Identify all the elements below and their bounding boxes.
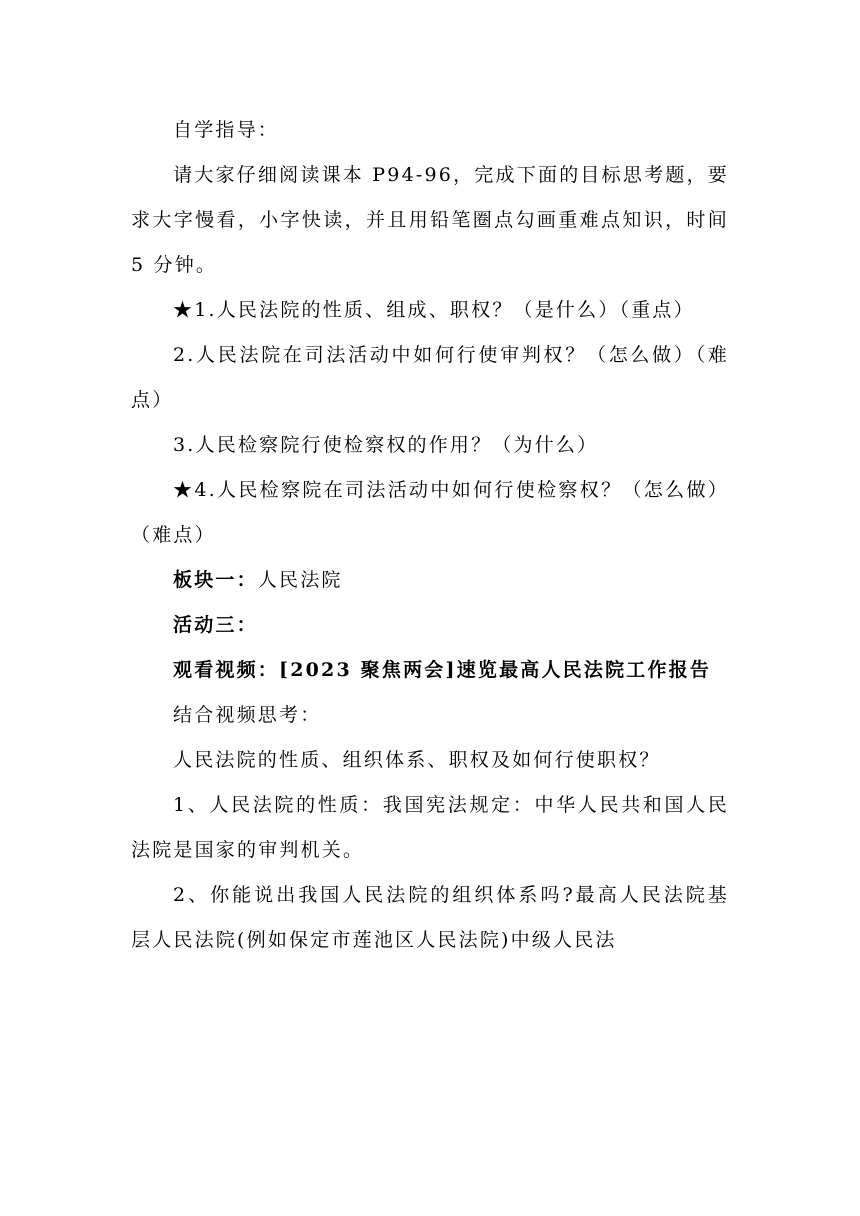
section-heading-text: 人民法院 bbox=[257, 569, 343, 591]
question-2: 2.人民法院在司法活动中如何行使审判权？（怎么做）（难点） bbox=[131, 344, 729, 411]
video-prompt: 结合视频思考： bbox=[173, 704, 322, 726]
question-3: 3.人民检察院行使检察权的作用？（为什么） bbox=[173, 434, 599, 456]
video-heading: 观看视频：[2023 聚焦两会]速览最高人民法院工作报告 bbox=[173, 659, 712, 681]
section-heading bbox=[131, 558, 729, 603]
activity-heading: 活动三： bbox=[173, 614, 258, 636]
section-heading-label: 板块一： bbox=[173, 569, 258, 591]
reading-instruction: 请大家仔细阅读课本 P94-96，完成下面的目标思考题，要求大字慢看，小字快读，并且用铅笔圈点勾画重难点知识，时间 5 分钟。 bbox=[131, 164, 729, 276]
court-system-question: 2、你能说出我国人民法院的组织体系吗?最高人民法院基层人民法院(例如保定市莲池区人民法院)中级人民法 bbox=[131, 884, 729, 951]
discussion-question: 人民法院的性质、组织体系、职权及如何行使职权？ bbox=[173, 749, 661, 771]
question-1: ★1.人民法院的性质、组成、职权？（是什么）（重点） bbox=[173, 299, 695, 321]
question-4: ★4.人民检察院在司法活动中如何行使检察权？（怎么做）（难点） bbox=[131, 479, 729, 546]
self-study-heading: 自学指导： bbox=[173, 119, 280, 141]
court-nature-answer: 1、人民法院的性质：我国宪法规定：中华人民共和国人民法院是国家的审判机关。 bbox=[131, 794, 729, 861]
document-body bbox=[131, 108, 729, 963]
